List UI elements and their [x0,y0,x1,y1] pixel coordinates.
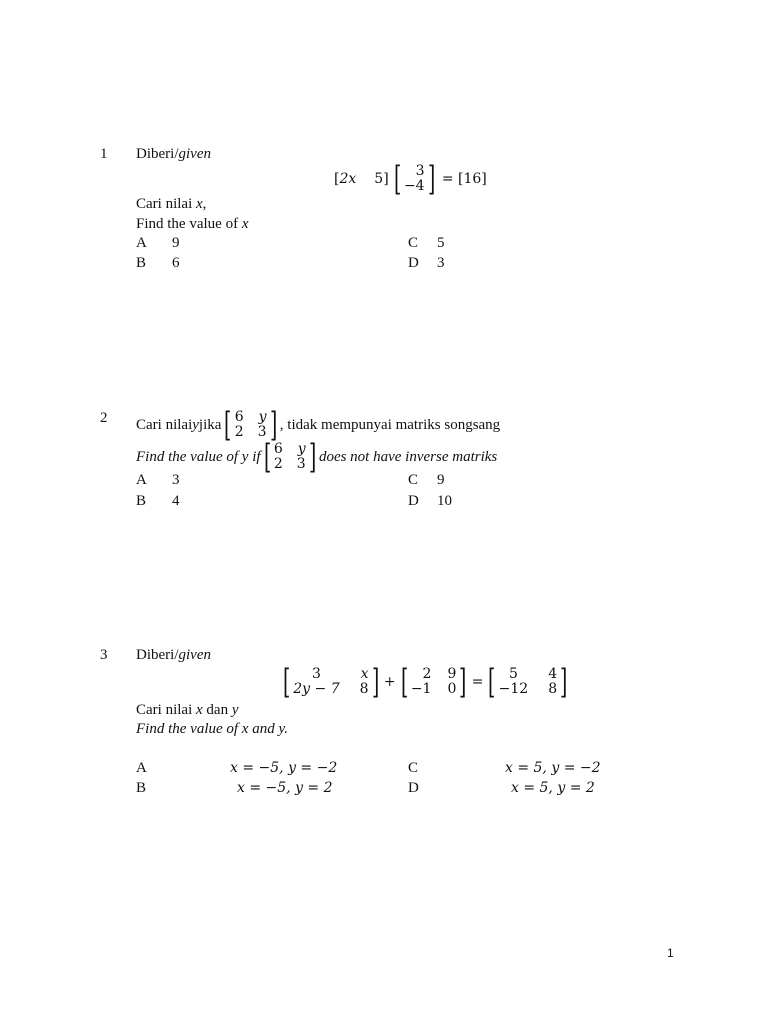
matrix-entry: 3 [311,666,321,682]
matrix-entry: −1 [410,681,432,697]
equals-sign: = [471,674,484,690]
q3-option-a-letter[interactable]: A [136,760,147,776]
q3-option-c-letter[interactable]: C [408,760,419,776]
matrix-entry: 8 [359,681,369,697]
matrix-entry: 2y − 7 [293,681,340,697]
matrix-entry: 2 [273,456,283,472]
question-1-ask-ms: Cari nilai x, [136,196,207,212]
matrix-entry: −4 [403,178,425,194]
matrix-entry: 8 [548,681,558,697]
question-2-line-ms: Cari nilai y jika [ 6 y 2 3 ] , tidak mempunyai matriks songsang [136,405,501,445]
matrix-entry: 2 [234,424,244,440]
equation-rhs: = [16] [441,171,487,187]
matrix-entry: 3 [296,456,306,472]
question-3-ask-ms: Cari nilai x dan y [136,702,239,718]
q3-option-a[interactable]: x = −5, y = −2 [230,760,338,776]
row-matrix-entry: 2x [339,171,357,187]
question-3-number: 3 [100,647,108,663]
matrix-entry: y [297,441,306,457]
question-2-line-en: Find the value of y if [ 6 y 2 3 ] does not have inverse matriks [136,437,498,477]
matrix-entry: 0 [447,681,457,697]
q1-option-b[interactable]: B 6 [136,255,180,271]
matrix-entry: 6 [273,441,283,457]
row-matrix-entry: 5 [374,171,384,187]
matrix-entry: 9 [447,666,457,682]
matrix-m2: [ 2 9 −1 0 ] [400,662,467,702]
matrix-q2-en: [ 6 y 2 3 ] [263,437,316,477]
matrix-entry: 2 [422,666,432,682]
matrix-q2-ms: [ 6 y 2 3 ] [224,405,277,445]
question-1-intro: Diberi/given [136,146,211,162]
matrix-entry: 4 [548,666,558,682]
page-number: 1 [667,946,674,960]
matrix-entry: 5 [508,666,518,682]
question-3-equation [280,664,570,700]
q3-option-b[interactable]: x = −5, y = 2 [237,780,333,796]
q3-option-c[interactable]: x = 5, y = −2 [505,760,601,776]
matrix-entry: x [360,666,369,682]
matrix-entry: 3 [257,424,267,440]
question-1-ask-en: Find the value of x [136,216,249,232]
question-3-intro: Diberi/given [136,647,211,663]
q1-option-c[interactable]: C 5 [408,235,445,251]
question-2-number: 2 [100,410,108,426]
plus-sign: + [383,674,396,690]
column-matrix: [ 3 −4 ] [393,159,435,199]
question-1-number: 1 [100,146,108,162]
q2-option-b[interactable]: B 4 [136,493,180,509]
q1-option-d[interactable]: D 3 [408,255,445,271]
q3-option-b-letter[interactable]: B [136,780,147,796]
q3-option-d[interactable]: x = 5, y = 2 [511,780,595,796]
matrix-m1: [ 3 x 2y − 7 8 ] [282,662,379,702]
question-1-equation: [ 2x 5 ] [ 3 −4 ] = [16] [334,159,487,199]
q3-option-d-letter[interactable]: D [408,780,419,796]
matrix-entry: −12 [498,681,529,697]
matrix-m3: [ 5 4 −12 8 ] [488,662,568,702]
q2-option-d[interactable]: D 10 [408,493,452,509]
matrix-entry: y [258,409,267,425]
q2-option-c[interactable]: C 9 [408,472,445,488]
q2-option-a[interactable]: A 3 [136,472,180,488]
q1-option-a[interactable]: A 9 [136,235,180,251]
matrix-entry: 6 [234,409,244,425]
question-3-ask-en: Find the value of x and y. [136,721,289,737]
matrix-entry: 3 [415,163,425,179]
